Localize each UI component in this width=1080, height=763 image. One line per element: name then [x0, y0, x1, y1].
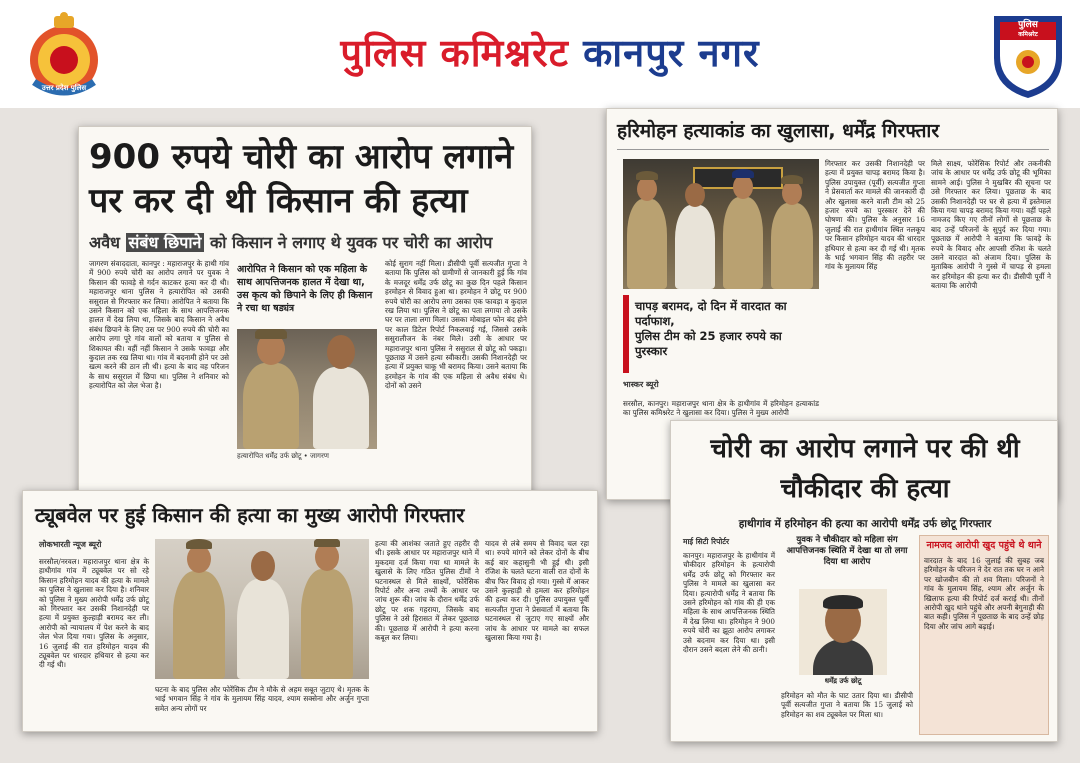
- headline: 900 रुपये चोरी का आरोप लगाने पर कर दी थी किसान की हत्या: [89, 137, 514, 221]
- page-title: [240, 26, 860, 78]
- photo-caption: धर्मेंद्र उर्फ छोटू: [824, 677, 862, 685]
- subheadline: [89, 231, 523, 253]
- subheadline: हाथीगांव में हरिमोहन की हत्या का आरोपी धर्मेंद्र उर्फ छोटू गिरफ्तार: [738, 518, 992, 530]
- article-column: घटना के बाद पुलिस और फोरेंसिक टीम ने मौके से अहम सबूत जुटाए थे। मृतक के भाई भगवान सिंह ने गांव के मुलायम सिंह यादव, श्याम सक्सेना और अर्जुन गुप्ता समेत अन्य लोगों पर: [155, 685, 369, 713]
- accused-photo: [237, 329, 377, 449]
- press-conference-photo: [623, 159, 819, 289]
- byline: माई सिटी रिपोर्टर: [683, 537, 730, 546]
- right-logo-text: [1004, 20, 1052, 39]
- sidebar-box: [919, 535, 1049, 735]
- news-clipping-watchman-murder: [670, 420, 1058, 742]
- article-column: कानपुर। महाराजपुर के हाथीगांव में चौकीदार हरिमोहन के हत्यारोपी धर्मेंद्र उर्फ छोटू को गिरफ्तार कर पुलिस ने मामले का खुलासा कर दिया। हत्यारोपी धर्मेंद्र ने बताया कि उसने हरिमोहन को गांव की ही एक महिला के साथ आपत्तिजनक स्थिति में देख लिया था। हरिमोहन ने 900 रुपये चोरी का झूठा आरोप लगाकर उसे बदनाम कर दिया था। इसी दौरान उसने बदला लेने की ठानी।: [683, 551, 775, 655]
- byline: भास्कर ब्यूरो: [623, 380, 659, 389]
- article-column: जागरण संवाददाता, कानपुर : महाराजपुर के हाथी गांव में 900 रुपये चोरी का आरोप लगाने पर युवक ने किसान की फावड़े से गर्दन काटकर हत्या कर दी थी। महाराजपुर थाना पुलिस ने हत्यारोपित को उसकी ससुराल से गिरफ्तार कर लिया। आरोपित ने बताया कि उसने किसान को एक महिला के साथ आपत्तिजनक हालत में देख लिया था, जिसके बाद किसान ने अवैध संबंध छिपाने के लिए उस पर 900 रुपये की चोरी का आरोप लगा पूरे गांव वालों को बताया व पुलिस से शिकायत की। वहीं नहीं किसान ने उसके फावड़ा और कुदाल तक रख लिया था। गांव में बदनामी होने पर उसे खत्म करने की ठान ली थी। हत्या के बाद वह परिजन के साथ ससुराल में छिपा था। पुलिस ने शनिवार को हत्यारोपित को जेल भेजा है।: [89, 259, 229, 391]
- accused-portrait: [799, 589, 887, 675]
- article-column: सरसौल, कानपुर। महाराजपुर थाना क्षेत्र के हाथीगांव में हरिमोहन हत्याकांड का पुलिस कमिश्नरेट ने खुलासा कर दिया। पुलिस ने मुख्य आरोपी: [623, 399, 819, 418]
- title-blue: कानपुर नगर: [583, 31, 760, 75]
- news-clipping-farmer-murder: [78, 126, 532, 506]
- up-police-logo-text: उत्तर प्रदेश पुलिस: [41, 84, 87, 92]
- article-column: हरिमोहन को मौत के घाट उतार दिया था। डीसीपी पूर्वी सत्यजीत गुप्ता ने बताया कि 15 जुलाई को हरिमोहन का शव ट्यूबवेल पर मिला था।: [781, 691, 913, 719]
- pull-quote: आरोपित ने किसान को एक महिला के साथ आपत्तिजनक हालत में देखा था, उस कृत्य को छिपाने के लिए ही किसान ने रचा था षड्यंत्र: [237, 264, 373, 314]
- highlight-line1: चापड़ बरामद, दो दिन में वारदात का पर्दाफाश,: [635, 299, 787, 328]
- highlight-box: [623, 295, 819, 373]
- sidebar-title: नामजद आरोपी खुद पहुंचे थे थाने: [926, 540, 1042, 551]
- inner-headline: युवक ने चौकीदार को महिला संग आपत्तिजनक स्थिति में देखा था तो लगा दिया था आरोप: [786, 535, 908, 567]
- sidebar-text: वारदात के बाद 16 जुलाई की सुबह जब हरिमोहन के परिजन ने देर रात तक घर न आने पर खोजबीन की तो शव मिला। परिजनों ने गांव के मुलायम सिंह, श्याम और अर्जुन के खिलाफ हत्या की रिपोर्ट दर्ज कराई थी। तीनों आरोपी खुद थाने पहुंचे और अपनी बेगुनाही की बात कही। पुलिस ने पूछताछ के बाद उन्हें छोड़ दिया और जांच आगे बढ़ाई।: [924, 556, 1044, 631]
- photo-caption: हत्यारोपित धर्मेंद्र उर्फ छोटू • जागरण: [237, 452, 329, 460]
- highlight-line2: पुलिस टीम को 25 हजार रुपये का पुरस्कार: [635, 329, 782, 358]
- title-red: पुलिस कमिश्नरेट: [340, 31, 569, 75]
- subheadline-highlight: संबंध छिपाने: [126, 233, 205, 252]
- headline: ट्यूबवेल पर हुई किसान की हत्या का मुख्य आरोपी गिरफ्तार: [35, 503, 465, 527]
- article-column: सरसौल/नरवल। महाराजपुर थाना क्षेत्र के हाथीगांव गांव में ट्यूबवेल पर सो रहे किसान हरिमोहन यादव की हत्या के मामले का पुलिस ने खुलासा कर दिया है। शनिवार को पुलिस ने मुख्य आरोपी धर्मेंद्र उर्फ छोटू को गिरफ्तार कर उसकी निशानदेही पर हत्या में प्रयुक्त कुल्हाड़ी बरामद कर ली। आरोपी को न्यायालय में पेश करने के बाद जेल भेज दिया गया। पुलिस के अनुसार, 16 जुलाई की रात हरिमोहन यादव की ट्यूबवेल पर धारदार हथियार से हत्या कर दी गई थी।: [39, 557, 149, 670]
- article-column: गिरफ्तार कर उसकी निशानदेही पर हत्या में प्रयुक्त चापड़ बरामद किया है। पुलिस उपायुक्त (पूर्वी) सत्यजीत गुप्ता ने प्रेसवार्ता कर मामले की जानकारी दी और खुलासा करने वाली टीम को 25 हजार रुपये का पुरस्कार देने की घोषणा की। पुलिस के अनुसार 16 जुलाई की रात हाथीगांव स्थित नलकूप पर किसान हरिमोहन यादव की धारदार हथियार से हत्या कर दी गई थी। मृतक के भाई भगवान सिंह की तहरीर पर गांव के मुलायम सिंह: [825, 159, 925, 272]
- headline: हरिमोहन हत्याकांड का खुलासा, धर्मेंद्र गिरफ्तार: [617, 117, 1049, 150]
- headline: चोरी का आरोप लगाने पर की थी चौकीदार की हत्या: [710, 434, 1020, 504]
- article-column: यादव से लंबे समय से विवाद चल रहा था। रुपये मांगने को लेकर दोनों के बीच कई बार कहासुनी भी हुई थी। इसी रंजिश के चलते घटना वाली रात दोनों के बीच फिर विवाद हो गया। गुस्से में आकर उसने कुल्हाड़ी से हमला कर हरिमोहन की हत्या कर दी। पुलिस उपायुक्त पूर्वी सत्यजीत गुप्ता ने प्रेसवार्ता में बताया कि घटनास्थल से जुटाए गए साक्ष्यों और जांच के आधार पर मामले का सफल खुलासा किया गया है।: [485, 539, 589, 643]
- right-logo-line1: पुलिस: [1018, 20, 1038, 30]
- subheadline-pre: अवैध: [89, 233, 126, 252]
- subheadline-post: को किसान ने लगाए थे युवक पर चोरी का आरोप: [204, 233, 493, 252]
- right-logo-line2: कमिश्नरेट: [1018, 31, 1038, 38]
- byline: लोकभारती न्यूज ब्यूरो: [39, 540, 102, 549]
- article-column: मिले साक्ष्य, फोरेंसिक रिपोर्ट और तकनीकी जांच के आधार पर धर्मेंद्र उर्फ छोटू की भूमिका सामने आई। पुलिस ने मुखबिर की सूचना पर उसे गिरफ्तार कर लिया। पूछताछ के बाद उसकी निशानदेही पर घर से हत्या में इस्तेमाल किया गया चापड़ बरामद किया गया। वहीं पहले नामजद किए गए तीनों लोगों से पूछताछ के बाद उन्हें परिजनों के सुपुर्द कर दिया गया। पूछताछ में आरोपी ने बताया कि फावड़े के रुपये के विवाद और आपसी रंजिश के चलते उसने वारदात को अंजाम दिया। पुलिस के मुताबिक आरोपी ने गुस्से में चापड़ से हमला कर हरिमोहन की हत्या कर दी। डीसीपी पूर्वी ने बताया कि आरोपी: [931, 159, 1051, 291]
- accused-figure: [313, 367, 369, 449]
- police-officer-figure: [243, 363, 299, 449]
- article-column: हत्या की आशंका जताते हुए तहरीर दी थी। इसके आधार पर महाराजपुर थाने में मुकदमा दर्ज किया गया था मामले के खुलासे के लिए गठित पुलिस टीमों ने घटनास्थल से मिले साक्ष्यों, फोरेंसिक रिपोर्ट और अन्य तथ्यों के आधार पर जांच शुरू की। जांच के दौरान धर्मेंद्र उर्फ छोटू पर शक गहराया, जिसके बाद पुलिस ने उसे हिरासत में लेकर पूछताछ की। पूछताछ में आरोपी ने हत्या करना कबूल कर लिया।: [375, 539, 479, 643]
- news-clipping-tubewell-murder: [22, 490, 598, 732]
- arrest-photo: [155, 539, 369, 679]
- article-column: कोई सुराग नहीं मिला। डीसीपी पूर्वी सत्यजीत गुप्ता ने बताया कि पुलिस को ग्रामीणों से जानकारी हुई कि गांव के मजदूर धर्मेंद्र उर्फ छोटू का कुछ दिन पहले किसान हरमोहन से विवाद हुआ था। हरमोहन ने छोटू पर 900 रुपये चोरी का आरोप लगा उसका एक फावड़ा व कुदाल रख लिया था। पुलिस ने छोटू का पता लगाया तो उसके घर पर ताला लगा मिला। उसका मोबाइल फोन बंद होने पर काल डिटेल रिपोर्ट निकलवाई गई, जिससे उसके ससुरालीजन के नंबर मिले। उसी के आधार पर महाराजपुर थाना पुलिस ने ससुराल से छोटू को पकड़ा। पूछताछ में उसने हत्या स्वीकारी। उसकी निशानदेही पर हत्या में प्रयुक्त चाकू भी बरामद किया। उसने बताया कि हरमोहन के गांव की एक महिला से अवैध संबंध थे। दोनों को उसने: [385, 259, 527, 391]
